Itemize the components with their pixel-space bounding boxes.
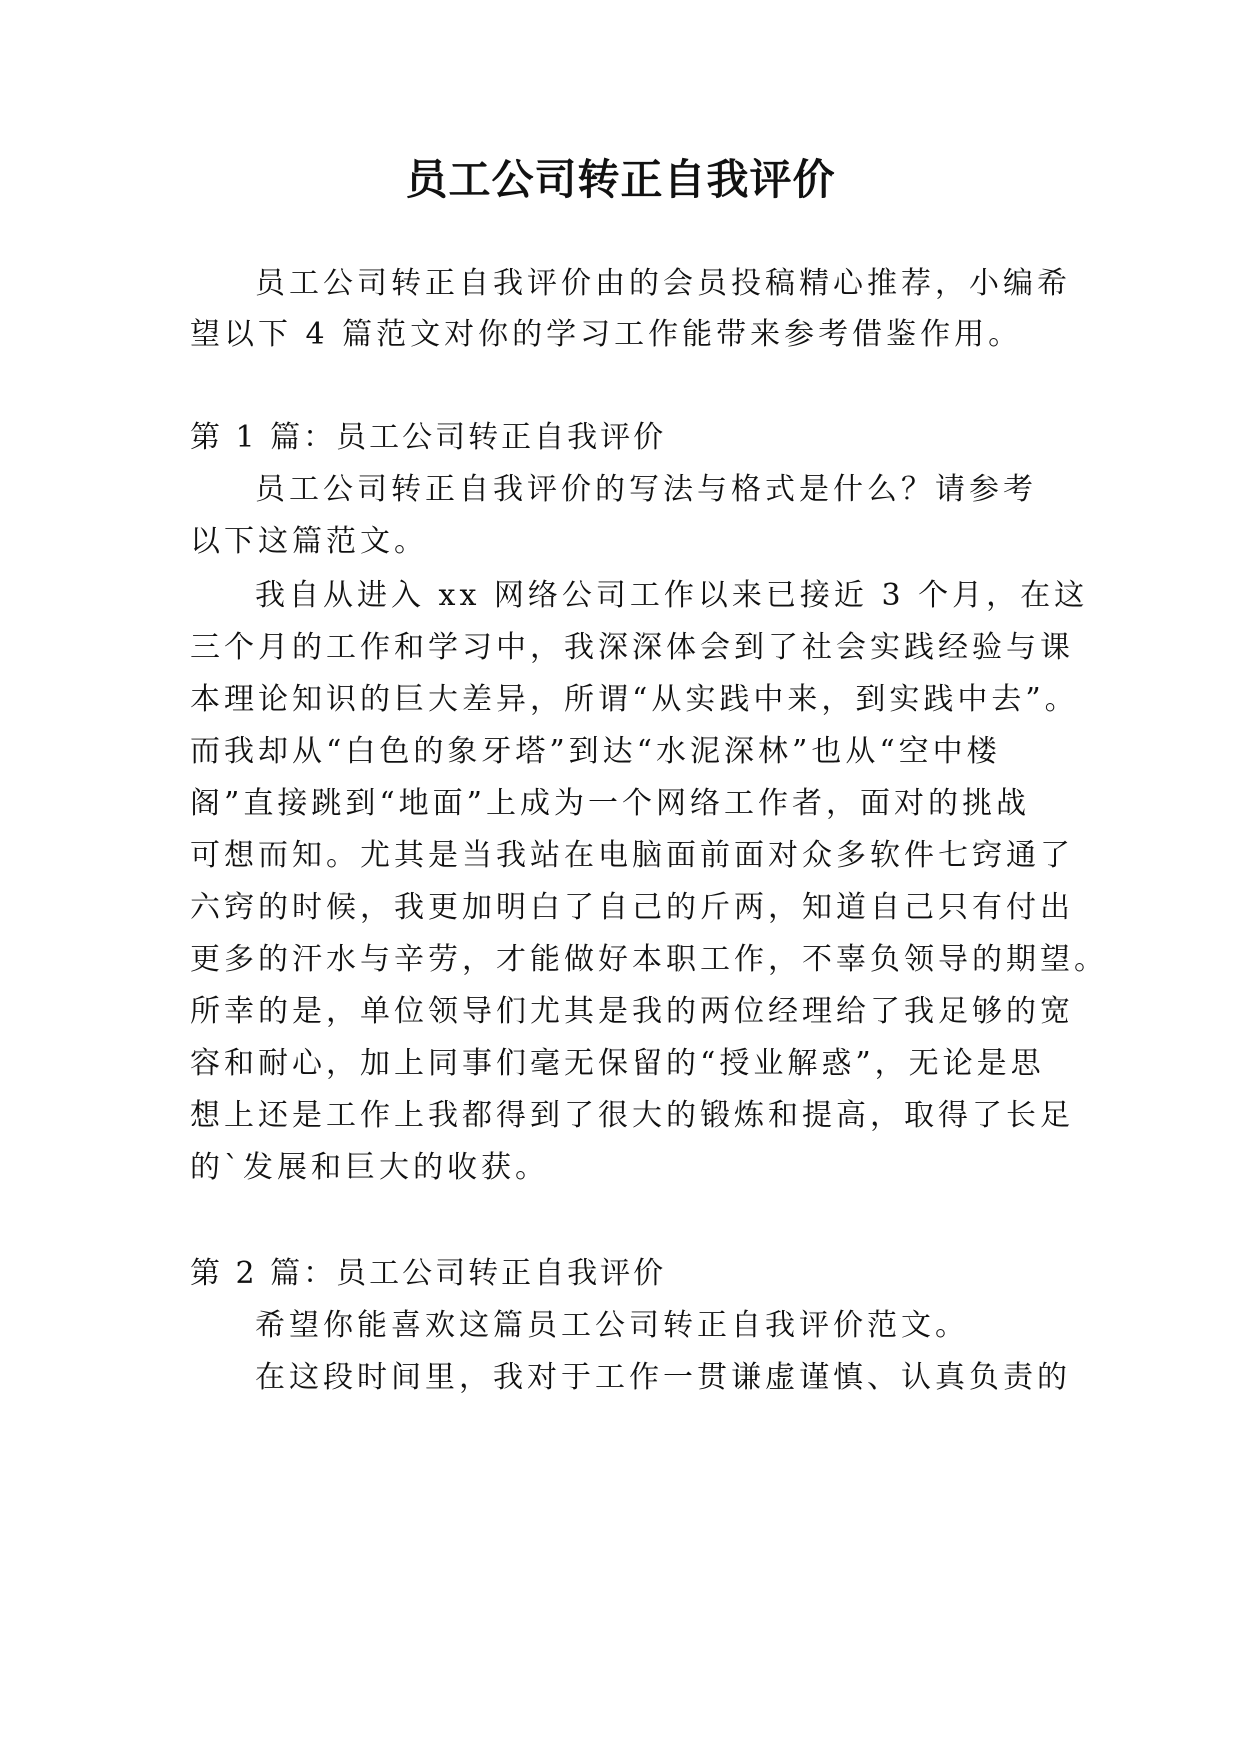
paragraph-line: 更多的汗水与辛劳，才能做好本职工作，不辜负领导的期望。 bbox=[190, 942, 1108, 977]
paragraph-line: 的`发展和巨大的收获。 bbox=[190, 1150, 549, 1185]
paragraph-line: 想上还是工作上我都得到了很大的锻炼和提高，取得了长足 bbox=[190, 1098, 1074, 1133]
paragraph-line: 在这段时间里，我对于工作一贯谦虚谨慎、认真负责的 bbox=[255, 1360, 1071, 1395]
intro-line: 望以下 4 篇范文对你的学习工作能带来参考借鉴作用。 bbox=[190, 317, 1023, 352]
paragraph-line: 阁”直接跳到“地面”上成为一个网络工作者，面对的挑战 bbox=[190, 786, 1031, 821]
paragraph-line: 可想而知。尤其是当我站在电脑面前面对众多软件七窍通了 bbox=[190, 838, 1074, 873]
paragraph-line: 三个月的工作和学习中，我深深体会到了社会实践经验与课 bbox=[190, 630, 1074, 665]
paragraph-line: 以下这篇范文。 bbox=[190, 524, 428, 559]
paragraph-line: 本理论知识的巨大差异，所谓“从实践中来，到实践中去”。 bbox=[190, 682, 1079, 717]
section-heading: 第 2 篇：员工公司转正自我评价 bbox=[190, 1256, 667, 1291]
intro-line: 员工公司转正自我评价由的会员投稿精心推荐，小编希 bbox=[255, 266, 1071, 301]
paragraph-line: 员工公司转正自我评价的写法与格式是什么？请参考 bbox=[255, 472, 1037, 507]
paragraph-line: 所幸的是，单位领导们尤其是我的两位经理给了我足够的宽 bbox=[190, 994, 1074, 1029]
section-heading: 第 1 篇：员工公司转正自我评价 bbox=[190, 420, 667, 455]
paragraph-line: 我自从进入 xx 网络公司工作以来已接近 3 个月，在这 bbox=[255, 578, 1089, 613]
paragraph-line: 而我却从“白色的象牙塔”到达“水泥深林”也从“空中楼 bbox=[190, 734, 1001, 769]
paragraph-line: 六窍的时候，我更加明白了自己的斤两，知道自己只有付出 bbox=[190, 890, 1074, 925]
document-title: 员工公司转正自我评价 bbox=[405, 155, 836, 204]
paragraph-line: 希望你能喜欢这篇员工公司转正自我评价范文。 bbox=[255, 1308, 969, 1343]
paragraph-line: 容和耐心，加上同事们毫无保留的“授业解惑”，无论是思 bbox=[190, 1046, 1045, 1081]
